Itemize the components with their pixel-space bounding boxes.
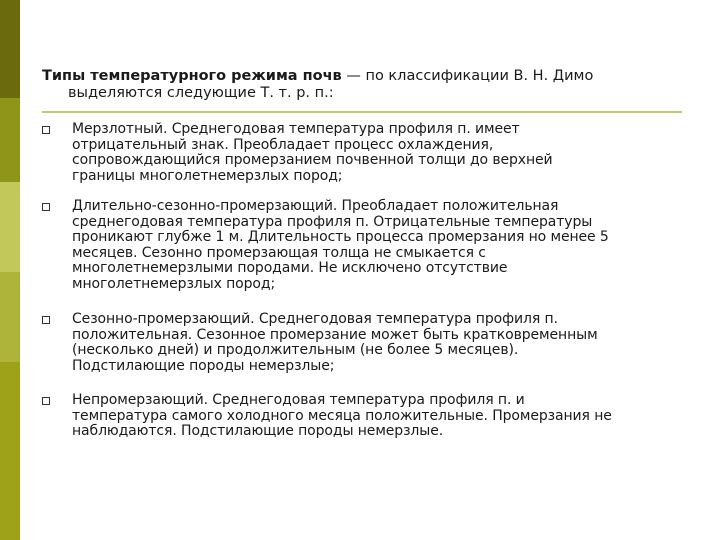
sidebar-segment [0, 0, 20, 98]
title-bold: Типы температурного режима почв [42, 68, 342, 84]
list-item [42, 199, 692, 293]
list-item [42, 393, 692, 440]
list-item [42, 312, 692, 374]
list-item-text: Длительно-сезонно-промерзающий. Преобладает положительная среднегодовая температура профиля п. Отрицательные температуры проникают глубже 1 м. Длительность процесса промерзания но менее 5 месяцев. Сезонно промерзающая толща не смыкается с многолетнемерзлыми породами. Не исключено отсутствие многолетнемерзлых пород; [72, 198, 609, 292]
title-line2: выделяются следующие Т. т. р. п.: [68, 85, 334, 101]
sidebar-segment [0, 182, 20, 272]
list-item [42, 122, 692, 184]
square-bullet-icon [42, 397, 50, 405]
slide-title [42, 68, 682, 102]
square-bullet-icon [42, 203, 50, 211]
list-item-text: Мерзлотный. Среднегодовая температура профиля п. имеет отрицательный знак. Преобладает процесс охлаждения, сопровождающийся промерзанием почвенной толщи до верхней границы многолетнемерзлых пород; [72, 121, 553, 184]
title-rest: — по классификации В. Н. Димо [341, 68, 594, 84]
sidebar-segment [0, 98, 20, 182]
sidebar-segment [0, 362, 20, 540]
square-bullet-icon [42, 316, 50, 324]
sidebar-segment [0, 272, 20, 362]
list-item-text: Непромерзающий. Среднегодовая температура профиля п. и температура самого холодного месяца положительные. Промерзания не наблюдаются. Подстилающие породы немерзлые. [72, 392, 612, 440]
title-divider [42, 111, 682, 113]
list-item-text: Сезонно-промерзающий. Среднегодовая температура профиля п. положительная. Сезонное промерзание может быть кратковременным (несколько дней) и продолжительным (не более 5 месяцев). Подстилающие породы немерзлые; [72, 311, 598, 374]
decorative-sidebar [0, 0, 20, 540]
square-bullet-icon [42, 126, 50, 134]
